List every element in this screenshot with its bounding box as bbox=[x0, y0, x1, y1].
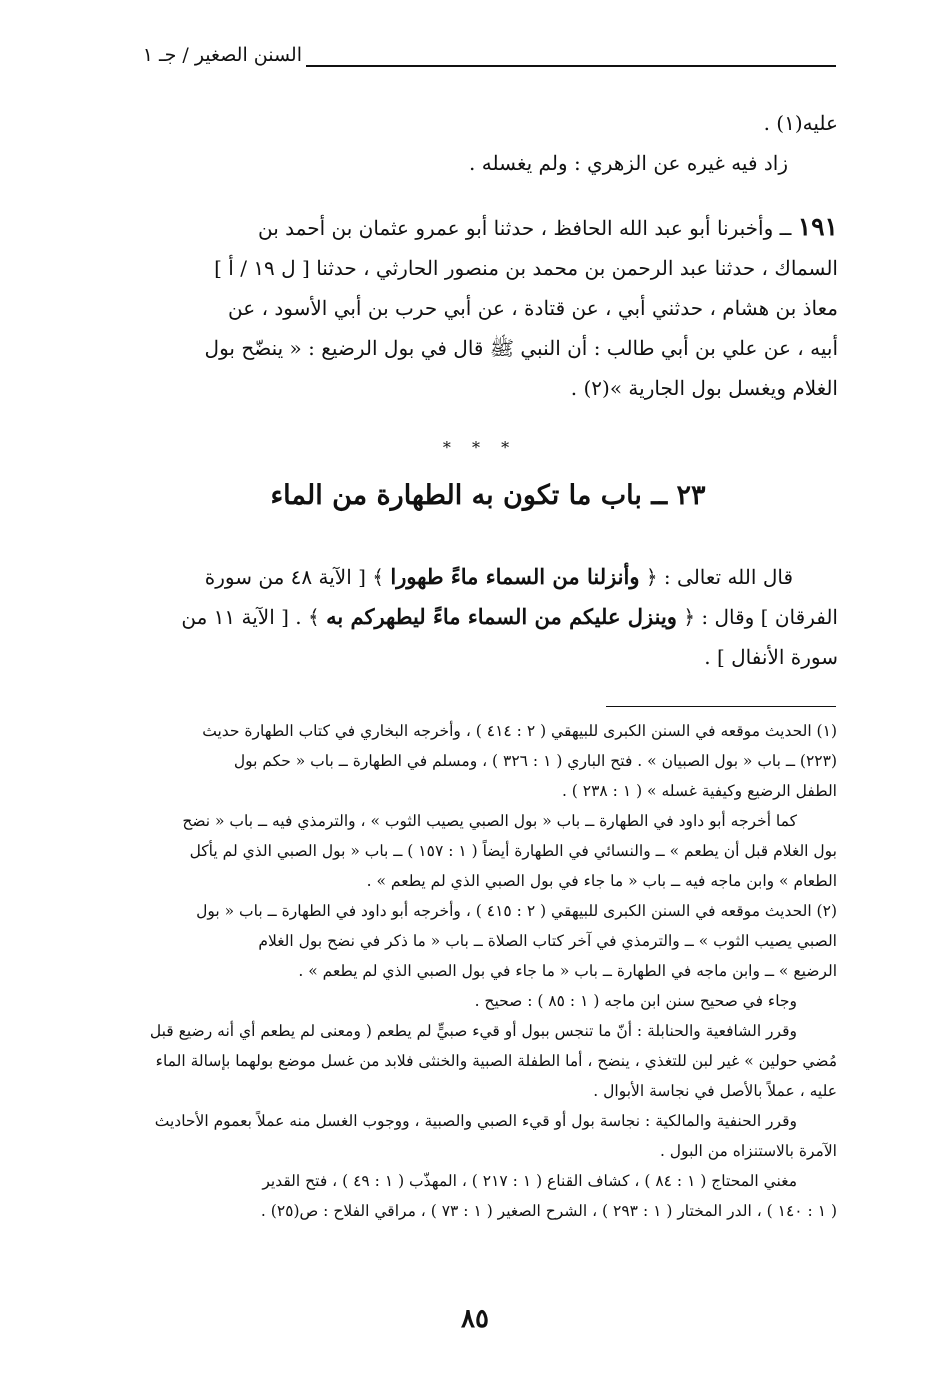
intro-line: زاد فيه غيره عن الزهري : ولم يغسله . bbox=[469, 151, 788, 175]
verse-line: قال الله تعالى : ﴿ وأنزلنا من السماء ماءً طهورا ﴾ [ الآية ٤٨ من سورة bbox=[204, 564, 793, 589]
header-title: السنن الصغير / جـ ١ bbox=[142, 44, 302, 66]
footnote-line: (١) الحديث موقعه في السنن الكبرى للبيهقي ( ٢ : ٤١٤ ) ، وأخرجه البخاري في كتاب الطهارة حديث bbox=[202, 722, 837, 740]
footnotes bbox=[135, 716, 837, 1226]
hadith-number: ١٩١ bbox=[797, 212, 838, 241]
footnote-line: مُضي حولين » غير لبن للتغذي ، ينضح ، أما الطفلة الصبية والخنثى فلابد من غسل موضع بولهما بإسالة الماء bbox=[155, 1052, 837, 1070]
footnote-line: وجاء في صحيح سنن ابن ماجه ( ١ : ٨٥ ) : صحيح . bbox=[474, 992, 797, 1010]
footnote-line: وقرر الشافعية والحنابلة : أنّ ما تنجس ببول أو قيء صبيٍّ لم يطعم ( ومعنى لم يطعم أي أنه رضيع قبل bbox=[149, 1022, 797, 1040]
intro-text bbox=[138, 103, 838, 183]
verse-line: سورة الأنفال ] . bbox=[704, 645, 838, 669]
footnote-line: الآمرة بالاستنزاه من البول . bbox=[659, 1142, 837, 1160]
quran-verses bbox=[138, 557, 838, 677]
footnote-line: عليه ، عملاً بالأصل في نجاسة الأبوال . bbox=[593, 1082, 837, 1100]
hadith-191 bbox=[138, 207, 838, 408]
footnote-line: بول الغلام قبل أن يطعم » ــ والنسائي في الطهارة أيضاً ( ١ : ١٥٧ ) ــ باب « بول الصبي الذي لم يأكل bbox=[189, 842, 837, 860]
footnote-line: الرضيع » ــ وابن ماجه في الطهارة ــ باب « ما جاء في بول الصبي الذي لم يطعم » . bbox=[298, 962, 837, 980]
section-separator: * * * bbox=[442, 438, 518, 457]
page-number: ٨٥ bbox=[461, 1304, 489, 1334]
footnote-line: وقرر الحنفية والمالكية : نجاسة بول أو قيء الصبي والصبية ، ووجوب الغسل منه عملاً بعموم الأحاديث bbox=[154, 1112, 797, 1130]
footnote-line: الصبي يصيب الثوب » ــ والترمذي في آخر كتاب الصلاة ــ باب « ما ذكر في نضح بول الغلام bbox=[258, 932, 837, 950]
footnote-line: الطعام » وابن ماجه فيه ــ باب « ما جاء في بول الصبي الذي لم يطعم » . bbox=[366, 872, 837, 890]
hadith-line: الغلام ويغسل بول الجارية »(٢) . bbox=[570, 376, 838, 400]
footnote-line: (٢) الحديث موقعه في السنن الكبرى للبيهقي ( ٢ : ٤١٥ ) ، وأخرجه أبو داود في الطهارة ــ باب « بول bbox=[196, 902, 837, 920]
footnote-line: ( ١ : ١٤٠ ) ، الدر المختار ( ١ : ٢٩٣ ) ، الشرح الصغير ( ١ : ٧٣ ) ، مراقي الفلاح : ص(٢٥) . bbox=[260, 1202, 837, 1220]
hadith-line: السماك ، حدثنا عبد الرحمن بن محمد بن منصور الحارثي ، حدثنا [ ل ١٩ / أ ] bbox=[214, 256, 838, 280]
hadith-line-text: ــ وأخبرنا أبو عبد الله الحافظ ، حدثنا أبو عمرو عثمان بن أحمد بن bbox=[258, 216, 792, 240]
footnote-line: مغني المحتاج ( ١ : ٨٤ ) ، كشاف القناع ( ١ : ٢١٧ ) ، المهذّب ( ١ : ٤٩ ) ، فتح القدير bbox=[262, 1172, 797, 1190]
quran-verse: وينزل عليكم من السماء ماءً ليطهركم به bbox=[326, 604, 677, 629]
hadith-line: أبيه ، عن علي بن أبي طالب : أن النبي ﷺ قال في بول الرضيع : « ينضّح بول bbox=[204, 336, 838, 360]
quran-verse: وأنزلنا من السماء ماءً طهورا bbox=[390, 564, 640, 589]
hadith-line bbox=[138, 207, 838, 248]
footnote-line: الطفل الرضيع وكيفية غسله » ( ١ : ٢٣٨ ) . bbox=[561, 782, 837, 800]
intro-line: عليه(١) . bbox=[763, 111, 838, 135]
header-rule bbox=[306, 65, 836, 67]
hadith-line: معاذ بن هشام ، حدثني أبي ، عن قتادة ، عن أبي حرب بن أبي الأسود ، عن bbox=[228, 296, 838, 320]
verse-line: الفرقان ] وقال : ﴿ وينزل عليكم من السماء ماءً ليطهركم به ﴾ . [ الآية ١١ من bbox=[181, 604, 838, 629]
footnote-line: كما أخرجه أبو داود في الطهارة ــ باب « بول الصبي يصيب الثوب » ، والترمذي فيه ــ باب « نضح bbox=[182, 812, 797, 830]
footnote-divider bbox=[606, 706, 836, 707]
chapter-heading: ٢٣ ــ باب ما تكون به الطهارة من الماء bbox=[270, 480, 706, 511]
footnote-line: (٢٢٣) ــ باب « بول الصبيان » . فتح الباري ( ١ : ٣٢٦ ) ، ومسلم في الطهارة ــ باب « حكم بول bbox=[233, 752, 837, 770]
running-header bbox=[142, 44, 836, 72]
